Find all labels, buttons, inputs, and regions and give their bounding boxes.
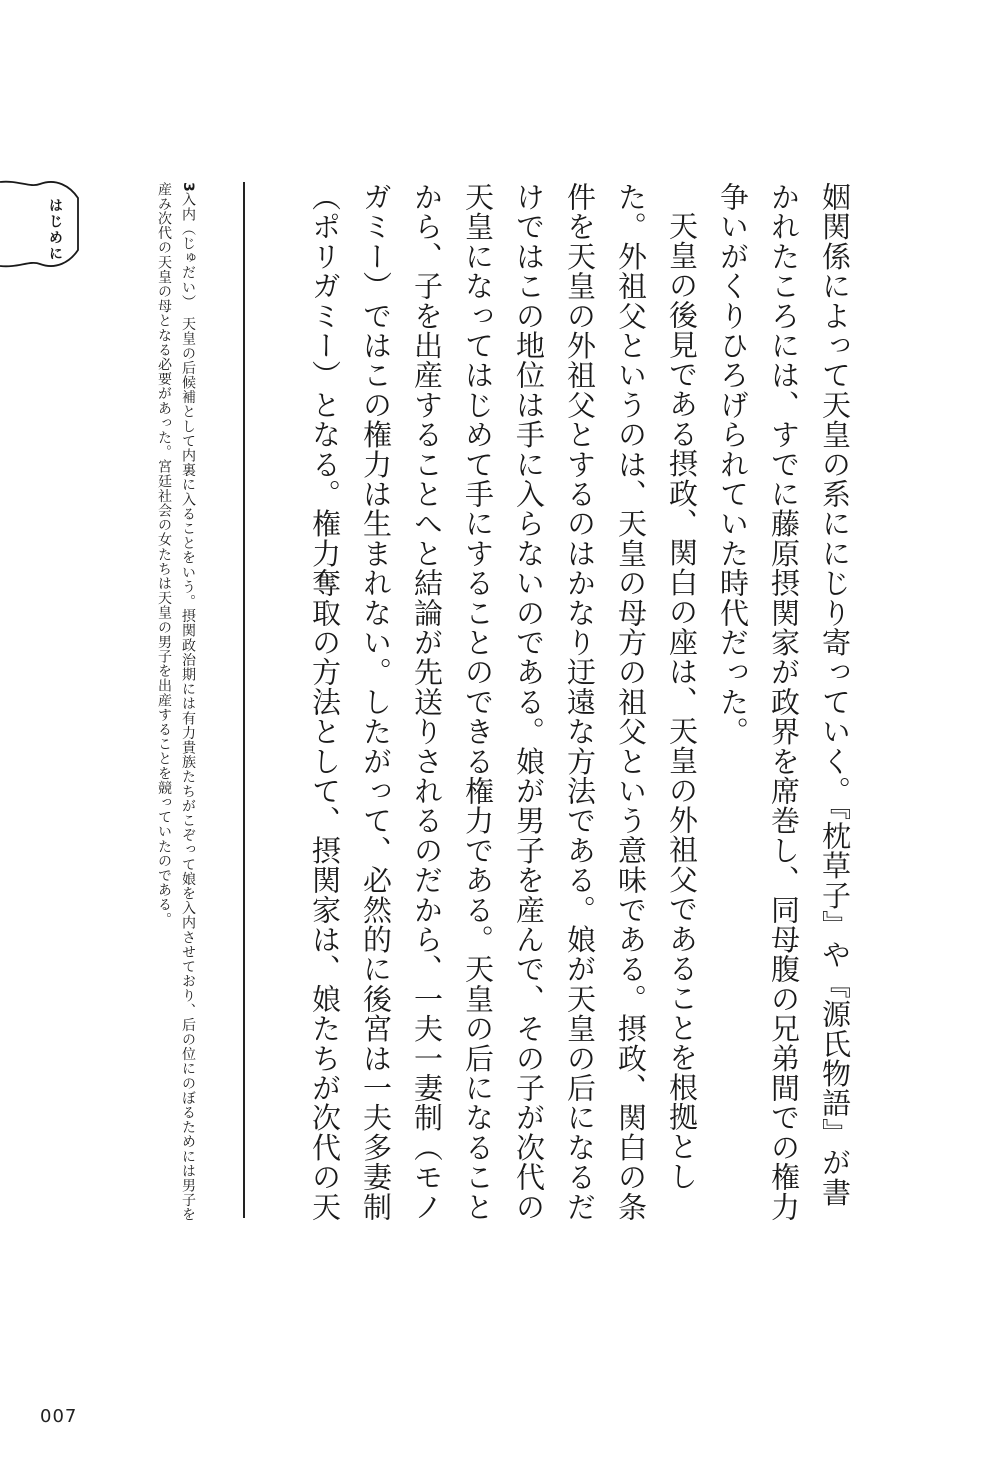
page-number: 007: [40, 1406, 78, 1427]
main-text: [299, 182, 860, 1232]
paragraph-2: 天皇の後見である摂政、関白の座は、天皇の外祖父であることを根拠とした。外祖父というのは、天皇の母方の祖父という意味である。摂政、関白の条件を天皇の外祖父とするのはかなり迂遠な方法である。娘が天皇の后になるだけではこの地位は手に入らないのである。娘が男子を産んで、その子が次代の天皇になってはじめて手にすることのできる権力である。天皇の后になることから、子を出産することへと結論が先送りされるのだから、一夫一妻制（モノガミー）ではこの権力は生まれない。したがって、必然的に後宮は一夫多妻制（ポリガミー）となる。権力奪取の方法として、摂関家は、娘たちが次代の天: [308, 182, 699, 1222]
chapter-tab: [0, 178, 80, 268]
chapter-tab-shape: [0, 178, 80, 270]
paragraph-1: 姻関係によって天皇の系ににじり寄っていく。『枕草子』や『源氏物語』が書かれたころには、すでに藤原摂関家が政界を席巻し、同母腹の兄弟間での権力争いがくりひろげられていた時代だった。: [716, 182, 852, 1222]
footnote-text: 入内（じゅだい） 天皇の后候補として内裏に入ることをいう。摂関政治期には有力貴族たちがこぞって娘を入内させており、后の位にのぼるためには男子を産み次代の天皇の母となる必要があった。宮廷社会の女たちは天皇の男子を出産することを競っていたのである。: [156, 182, 196, 1222]
footnote-divider: [243, 182, 245, 1218]
chapter-tab-label: はじめに: [47, 198, 63, 262]
footnote: [152, 182, 200, 1222]
footnote-number: 3: [180, 182, 196, 193]
